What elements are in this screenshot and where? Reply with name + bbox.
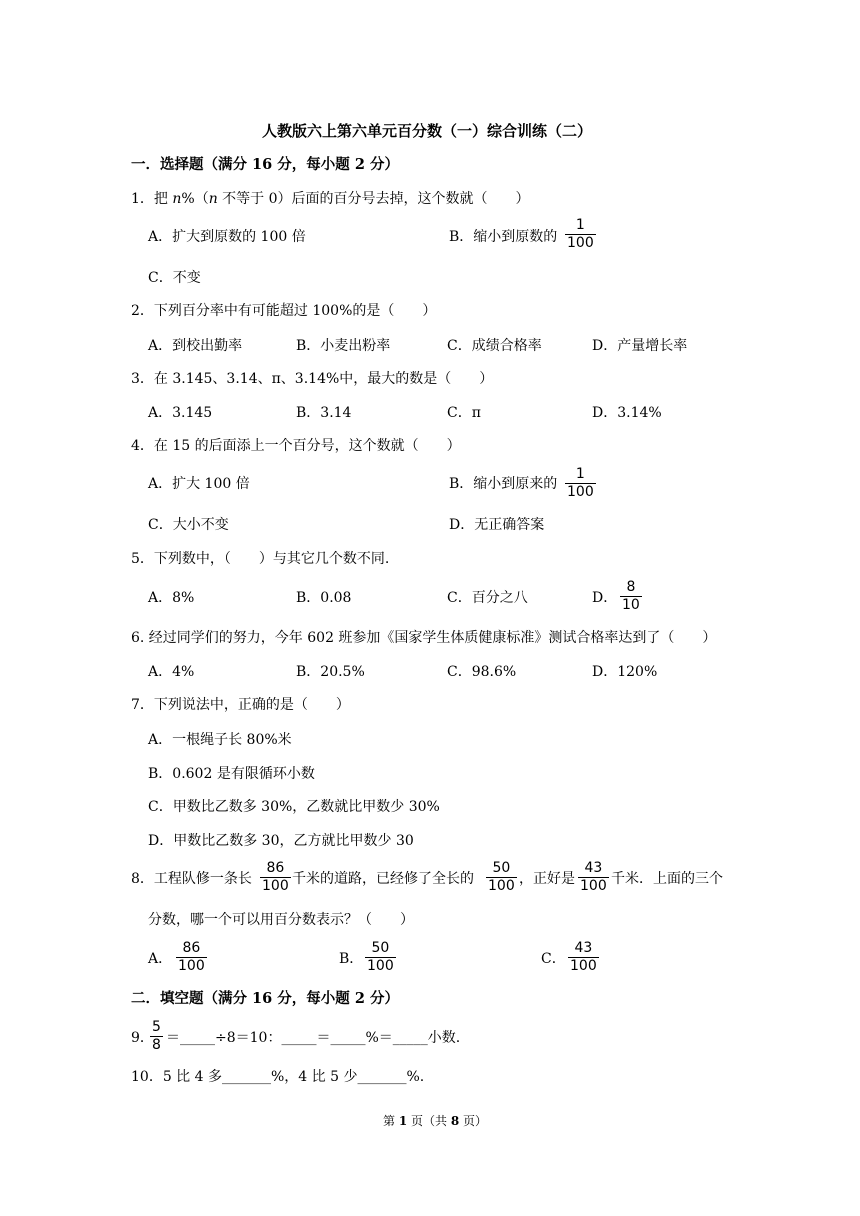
fraction: 86 100 bbox=[262, 860, 289, 894]
question-5-option-b: B．0.08 bbox=[296, 590, 352, 606]
section-heading-choice: 一．选择题（满分 16 分，每小题 2 分） bbox=[131, 156, 399, 173]
question-3-option-c: C．π bbox=[447, 405, 481, 421]
question-6-option-a: A．4% bbox=[148, 664, 195, 680]
question-3-option-b: B．3.14 bbox=[296, 405, 352, 421]
question-1-option-a: A．扩大到原数的 100 倍 bbox=[148, 229, 306, 245]
section-heading-fill-in: 二．填空题（满分 16 分，每小题 2 分） bbox=[131, 990, 399, 1007]
question-8-option-b: B． bbox=[339, 951, 364, 967]
question-8-option-a: A． bbox=[148, 951, 173, 967]
fraction: 1 100 bbox=[567, 466, 594, 500]
question-7-option-b: B．0.602 是有限循环小数 bbox=[148, 766, 315, 782]
fraction: 5 8 bbox=[152, 1019, 161, 1053]
question-8-stem-part2: 千米的道路，已经修了全长的 bbox=[292, 871, 474, 887]
question-5-option-c: C．百分之八 bbox=[447, 590, 528, 606]
page-title: 人教版六上第六单元百分数（一）综合训练（二） bbox=[262, 122, 593, 140]
question-9-number: 9． bbox=[131, 1030, 154, 1046]
question-7-option-c: C．甲数比乙数多 30%，乙数就比甲数少 30% bbox=[148, 799, 440, 815]
fraction: 43 100 bbox=[570, 940, 597, 974]
question-1-option-c: C．不变 bbox=[148, 270, 201, 286]
question-4-option-a: A．扩大 100 倍 bbox=[148, 476, 250, 492]
question-7-stem: 7．下列说法中，正确的是（ ） bbox=[131, 697, 350, 713]
question-4-option-d: D．无正确答案 bbox=[449, 517, 545, 533]
question-5-stem: 5．下列数中，（ ）与其它几个数不同. bbox=[131, 551, 390, 567]
question-2-option-d: D．产量增长率 bbox=[592, 338, 688, 354]
fraction: 8 10 bbox=[622, 579, 640, 613]
question-2-option-c: C．成绩合格率 bbox=[447, 338, 542, 354]
question-8-stem-line2: 分数，哪一个可以用百分数表示？（ ） bbox=[148, 912, 414, 928]
question-7-option-a: A．一根绳子长 80%米 bbox=[148, 732, 292, 748]
question-2-stem: 2．下列百分率中有可能超过 100%的是（ ） bbox=[131, 303, 437, 319]
question-1-stem: 1．把 n%（n 不等于 0）后面的百分号去掉，这个数就（ ） bbox=[131, 191, 530, 207]
fraction: 50 100 bbox=[367, 940, 394, 974]
question-8-stem-part4: 千米．上面的三个 bbox=[611, 871, 723, 887]
question-4-option-c: C．大小不变 bbox=[148, 517, 229, 533]
fraction: 43 100 bbox=[580, 860, 607, 894]
question-9-blanks: ＝_____÷8＝10：_____＝_____%＝_____小数. bbox=[166, 1030, 461, 1046]
page-footer: 第 1 页（共 8 页） bbox=[383, 1114, 488, 1128]
question-3-option-d: D．3.14% bbox=[592, 405, 662, 421]
question-2-option-b: B．小麦出粉率 bbox=[296, 338, 391, 354]
question-8-stem-part3: ，正好是 bbox=[519, 871, 575, 887]
total-page-count: 8 bbox=[450, 1114, 460, 1128]
fraction: 86 100 bbox=[178, 940, 205, 974]
question-6-option-d: D．120% bbox=[592, 664, 658, 680]
question-5-option-a: A．8% bbox=[148, 590, 195, 606]
question-6-option-c: C．98.6% bbox=[447, 664, 517, 680]
fraction: 50 100 bbox=[488, 860, 515, 894]
question-3-stem: 3．在 3.145、3.14、π、3.14%中，最大的数是（ ） bbox=[131, 371, 494, 387]
question-7-option-d: D．甲数比乙数多 30，乙方就比甲数少 30 bbox=[148, 833, 414, 849]
question-6-stem: 6. 经过同学们的努力，今年 602 班参加《国家学生体质健康标准》测试合格率达到了（ ） bbox=[131, 630, 717, 646]
question-10: 10．5 比 4 多_______%，4 比 5 少_______%. bbox=[131, 1069, 425, 1085]
question-3-option-a: A．3.145 bbox=[148, 405, 213, 421]
fraction: 1 100 bbox=[567, 217, 594, 251]
question-5-option-d: D． bbox=[592, 590, 618, 606]
question-8-stem-part1: 8．工程队修一条长 bbox=[131, 871, 252, 887]
question-6-option-b: B．20.5% bbox=[296, 664, 365, 680]
question-4-stem: 4．在 15 的后面添上一个百分号，这个数就（ ） bbox=[131, 438, 461, 454]
question-8-option-c: C． bbox=[541, 951, 566, 967]
question-2-option-a: A．到校出勤率 bbox=[148, 338, 243, 354]
current-page-number: 1 bbox=[398, 1114, 408, 1128]
question-1-option-b: B．缩小到原数的 bbox=[449, 229, 558, 245]
question-4-option-b: B．缩小到原来的 bbox=[449, 476, 558, 492]
